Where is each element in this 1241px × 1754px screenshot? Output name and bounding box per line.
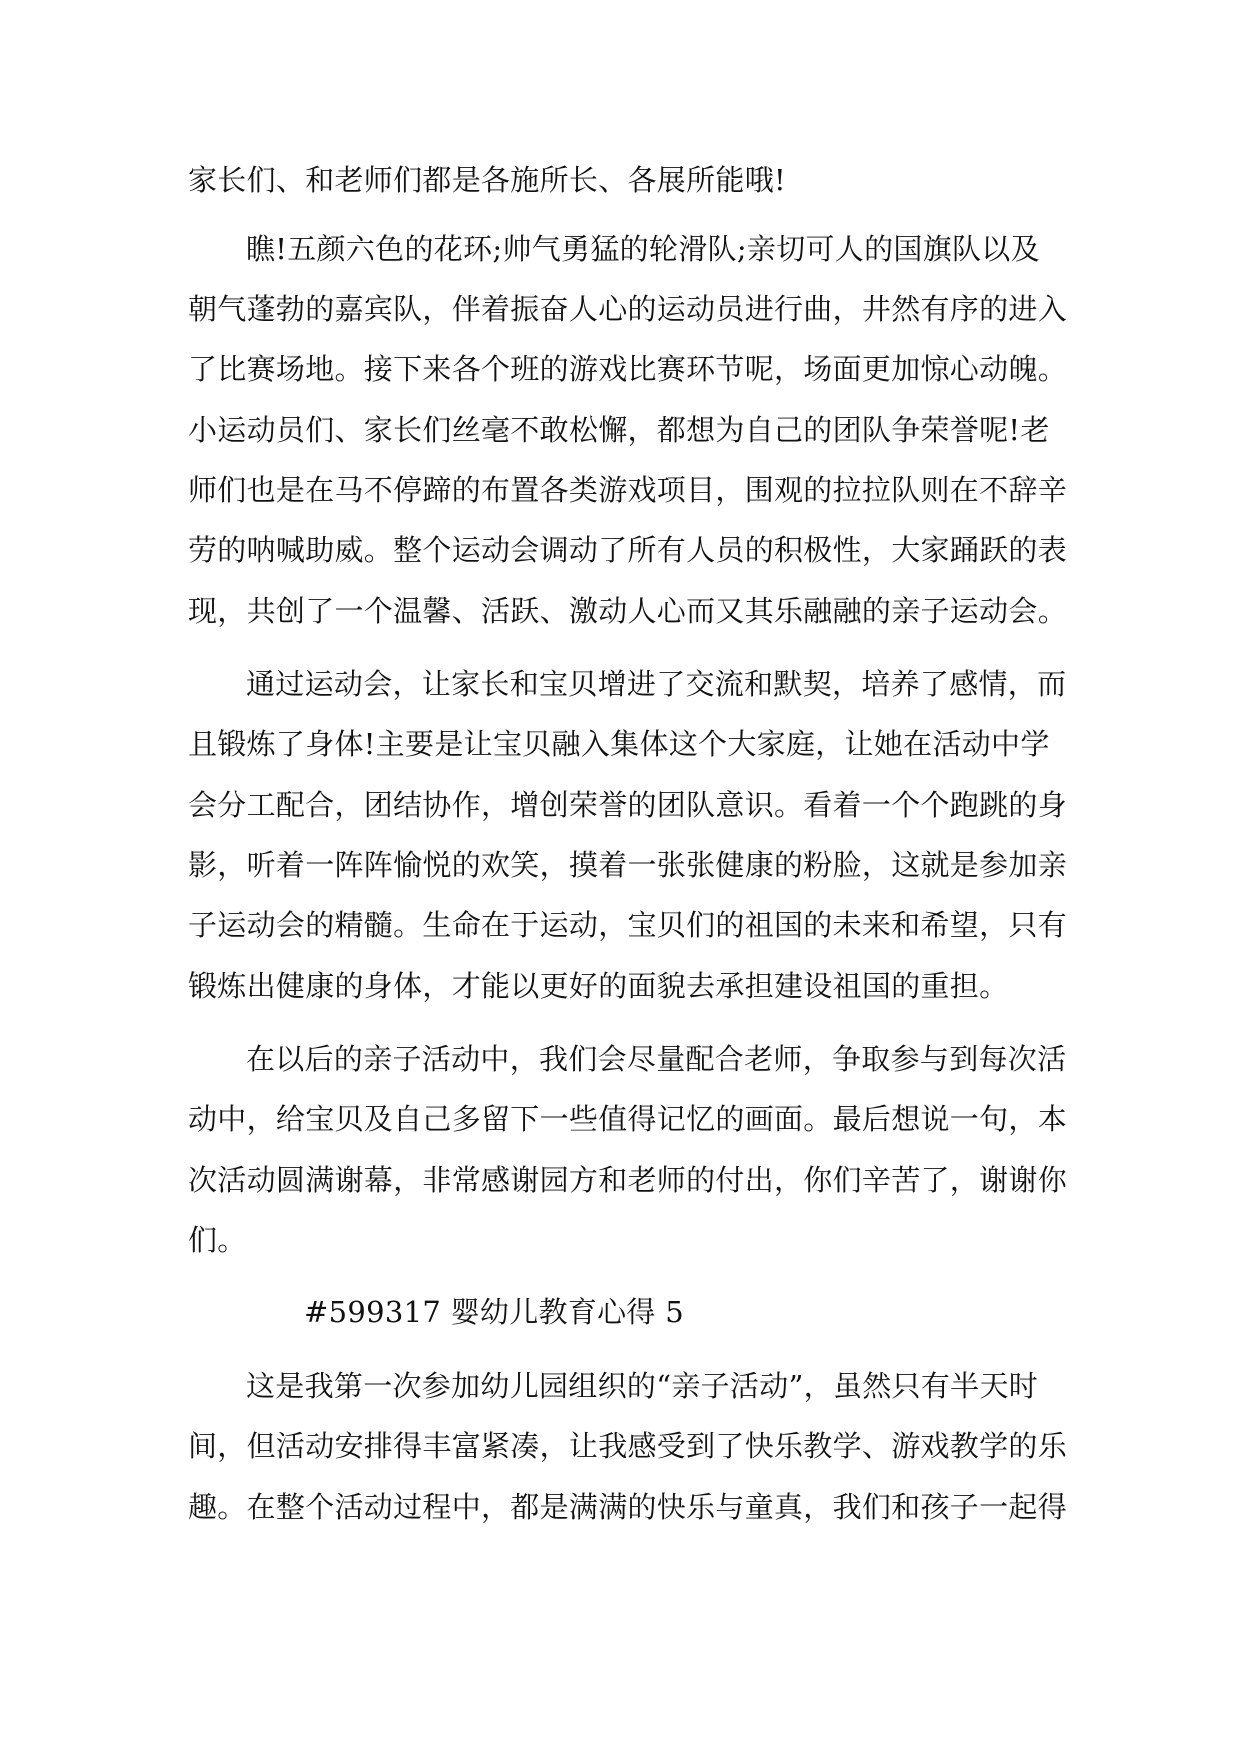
text-line: 间，但活动安排得丰富紧凑，让我感受到了快乐教学、游戏教学的乐 — [188, 1429, 1068, 1463]
text-line: 师们也是在马不停蹄的布置各类游戏项目，围观的拉拉队则在不辞辛 — [188, 473, 1068, 507]
text-line: 趣。在整个活动过程中，都是满满的快乐与童真，我们和孩子一起得 — [188, 1490, 1068, 1524]
text-line: 这是我第一次参加幼儿园组织的“亲子活动”，虽然只有半天时 — [246, 1369, 1039, 1403]
text-line: 且锻炼了身体!主要是让宝贝融入集体这个大家庭，让她在活动中学 — [188, 727, 1050, 761]
text-line: 动中，给宝贝及自己多留下一些值得记忆的画面。最后想说一句，本 — [188, 1102, 1068, 1136]
text-line: 了比赛场地。接下来各个班的游戏比赛环节呢，场面更加惊心动魄。 — [188, 352, 1068, 386]
text-line: 会分工配合，团结协作，增创荣誉的团队意识。看着一个个跑跳的身 — [188, 788, 1068, 822]
text-line: 通过运动会，让家长和宝贝增进了交流和默契，培养了感情，而 — [246, 667, 1067, 701]
text-line: 小运动员们、家长们丝毫不敢松懈，都想为自己的团队争荣誉呢!老 — [188, 413, 1050, 447]
text-line: 家长们、和老师们都是各施所长、各展所能哦! — [188, 163, 786, 197]
text-line: 现，共创了一个温馨、活跃、激动人心而又其乐融融的亲子运动会。 — [188, 594, 1068, 628]
text-line: 影，听着一阵阵愉悦的欢笑，摸着一张张健康的粉脸，这就是参加亲 — [188, 848, 1068, 882]
text-line: 瞧!五颜六色的花环;帅气勇猛的轮滑队;亲切可人的国旗队以及 — [246, 232, 1040, 266]
text-line: 在以后的亲子活动中，我们会尽量配合老师，争取参与到每次活 — [246, 1042, 1067, 1076]
text-line: 次活动圆满谢幕，非常感谢园方和老师的付出，你们辛苦了，谢谢你 — [188, 1163, 1068, 1197]
text-line: 子运动会的精髓。生命在于运动，宝贝们的祖国的未来和希望，只有 — [188, 908, 1068, 942]
text-line: 朝气蓬勃的嘉宾队，伴着振奋人心的运动员进行曲，井然有序的进入 — [188, 292, 1068, 326]
text-line: 劳的呐喊助威。整个运动会调动了所有人员的积极性，大家踊跃的表 — [188, 533, 1068, 567]
text-line: 锻炼出健康的身体，才能以更好的面貌去承担建设祖国的重担。 — [188, 969, 1009, 1003]
section-heading: #599317 婴幼儿教育心得 5 — [304, 1295, 684, 1329]
text-line: 们。 — [188, 1223, 247, 1257]
